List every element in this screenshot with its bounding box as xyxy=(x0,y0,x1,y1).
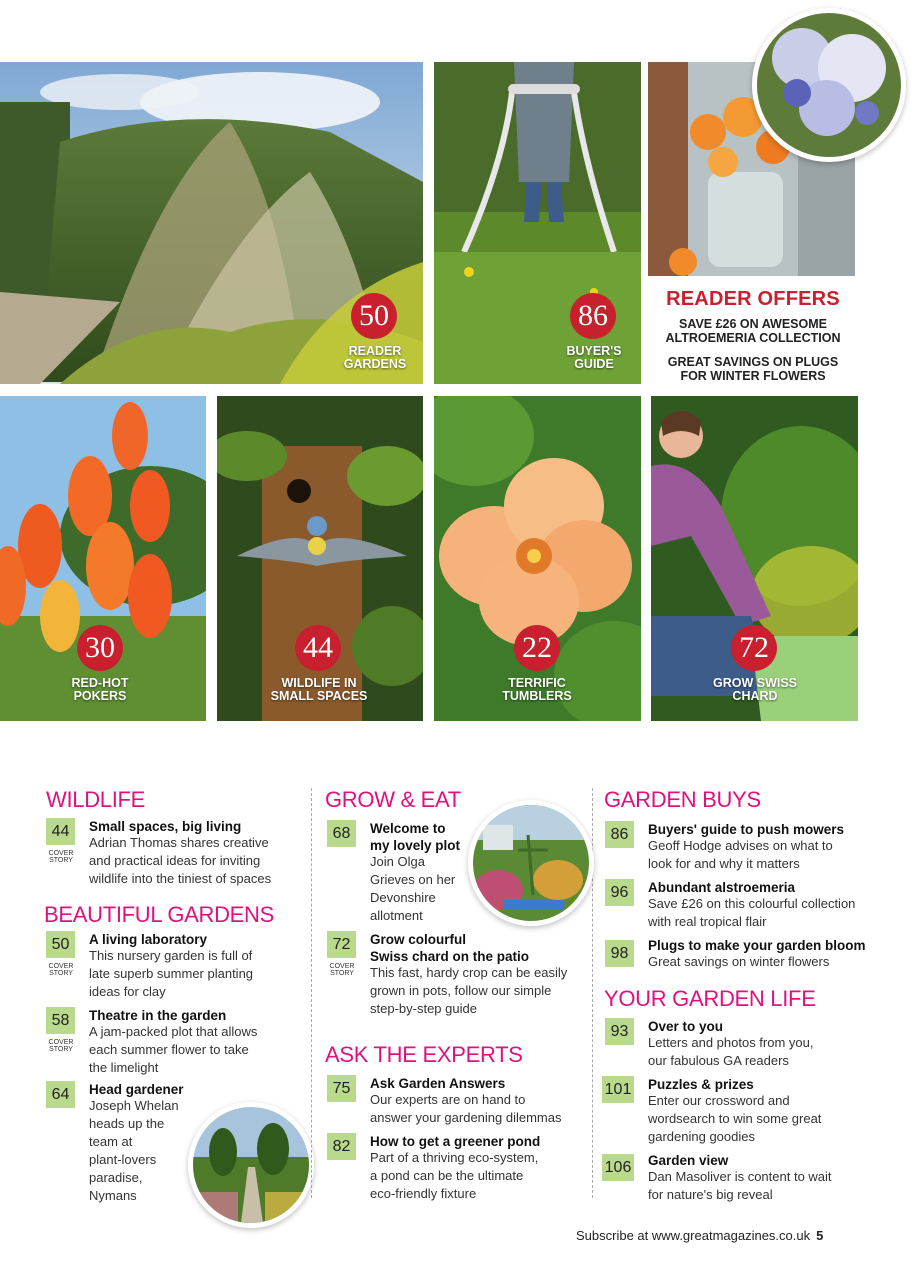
page-number: 58 xyxy=(46,1007,75,1034)
page-number: 64 xyxy=(46,1081,75,1108)
cover-story-label: COVER STORY xyxy=(48,963,74,977)
offer-winter-plugs[interactable]: GREAT SAVINGS ON PLUGS FOR WINTER FLOWERS xyxy=(667,355,839,383)
woman-swiss-chard-image xyxy=(651,396,858,721)
photo-wildlife xyxy=(217,396,423,721)
section-heading-your-garden-life: YOUR GARDEN LIFE xyxy=(604,986,816,1011)
entry-title: Theatre in the garden xyxy=(89,1008,227,1023)
page-number-badge: 50 xyxy=(351,293,397,339)
entry-description: Dan Masoliver is content to wait for nature's big reveal xyxy=(648,1169,832,1202)
subscribe-link[interactable]: Subscribe at www.greatmagazines.co.uk xyxy=(576,1228,811,1243)
entry-title: Plugs to make your garden bloom xyxy=(648,938,866,953)
contents-entry[interactable] xyxy=(605,879,880,934)
page-number: 101 xyxy=(602,1076,634,1103)
entry-description: Joseph Whelan heads up the team at plant-lovers paradise, Nymans xyxy=(89,1098,179,1203)
entry-description: Part of a thriving eco-system, a pond can be the ultimate eco-friendly fixture xyxy=(370,1150,539,1201)
contents-entry[interactable] xyxy=(602,1076,877,1148)
entry-title: Welcome to my lovely plot xyxy=(370,821,461,853)
page-number: 106 xyxy=(602,1154,634,1181)
page-number-badge: 30 xyxy=(77,625,123,671)
contents-entry[interactable] xyxy=(46,1081,196,1206)
page-number-badge: 44 xyxy=(295,625,341,671)
entry-description: Enter our crossword and wordsearch to win some great gardening goodies xyxy=(648,1093,822,1144)
page-number-badge: 22 xyxy=(514,625,560,671)
photo-caption: BUYER'S GUIDE xyxy=(566,344,622,371)
entry-description: Save £26 on this colourful collection with real tropical flair xyxy=(648,896,856,929)
column-divider xyxy=(311,788,312,1198)
page-number: 68 xyxy=(327,820,356,847)
reader-offers-panel xyxy=(648,288,858,383)
section-heading-garden-buys: GARDEN BUYS xyxy=(604,787,761,812)
page-number-badge: 86 xyxy=(570,293,616,339)
contents-entry[interactable] xyxy=(605,1018,875,1073)
photo-caption: WILDLIFE IN SMALL SPACES xyxy=(270,676,368,703)
nasturtium-image xyxy=(434,396,641,721)
red-hot-pokers-image xyxy=(0,396,206,721)
contents-entry[interactable] xyxy=(46,818,306,888)
photo-reader-gardens xyxy=(0,62,423,384)
entry-title: Abundant alstroemeria xyxy=(648,880,796,895)
reader-offers-title: READER OFFERS xyxy=(666,288,840,310)
page-number: 86 xyxy=(605,821,634,848)
blue-tit-birdbox-image xyxy=(217,396,423,721)
entry-description: This nursery garden is full of late superb summer planting ideas for clay xyxy=(89,948,254,999)
photo-tumblers xyxy=(434,396,641,721)
entry-description: A jam-packed plot that allows each summer flower to take the limelight xyxy=(89,1024,258,1075)
contents-entry[interactable] xyxy=(327,820,467,928)
section-heading-ask-the-experts: ASK THE EXPERTS xyxy=(325,1042,523,1067)
page-number: 93 xyxy=(605,1018,634,1045)
entry-description: Geoff Hodge advises on what to look for and why it matters xyxy=(648,838,833,871)
page-number-footer: 5 xyxy=(816,1228,824,1243)
photo-caption: GROW SWISS CHARD xyxy=(712,676,798,703)
entry-description: Our experts are on hand to answer your gardening dilemmas xyxy=(370,1092,562,1125)
photo-buyers-guide xyxy=(434,62,641,384)
contents-entry[interactable] xyxy=(46,931,306,1003)
contents-entry[interactable] xyxy=(602,1152,877,1207)
nymans-garden-circle-image xyxy=(188,1102,314,1228)
photo-caption: TERRIFIC TUMBLERS xyxy=(502,676,572,703)
entry-description: Letters and photos from you, our fabulous GA readers xyxy=(648,1035,814,1068)
allotment-circle-image xyxy=(468,800,594,926)
grasses-garden-image xyxy=(0,62,423,384)
page-number: 50 xyxy=(46,931,75,958)
entry-description: Join Olga Grieves on her Devonshire allotment xyxy=(370,854,456,923)
photo-caption: RED-HOT POKERS xyxy=(71,676,129,703)
push-mower-image xyxy=(434,62,641,384)
contents-entry[interactable] xyxy=(605,821,875,876)
cover-story-label: COVER STORY xyxy=(48,850,74,864)
entry-title: Head gardener xyxy=(89,1082,184,1097)
page-number-badge: 72 xyxy=(731,625,777,671)
cover-story-label: COVER STORY xyxy=(48,1039,74,1053)
photo-caption: READER GARDENS xyxy=(343,344,407,371)
cover-story-label: COVER STORY xyxy=(329,963,355,977)
page-number: 82 xyxy=(327,1133,356,1160)
contents-entry[interactable] xyxy=(605,937,880,977)
contents-entry[interactable] xyxy=(46,1007,306,1079)
page-number: 98 xyxy=(605,940,634,967)
section-heading-beautiful-gardens: BEAUTIFUL GARDENS xyxy=(44,902,275,927)
entry-description: Adrian Thomas shares creative and practical ideas for inviting wildlife into the tiniest of spaces xyxy=(89,835,272,886)
offer-altroemeria[interactable]: SAVE £26 ON AWESOME ALTROEMERIA COLLECTION xyxy=(665,317,841,345)
page-number: 75 xyxy=(327,1075,356,1102)
section-heading-wildlife: WILDLIFE xyxy=(46,787,146,812)
photo-swiss-chard xyxy=(651,396,858,721)
entry-title: A living laboratory xyxy=(89,932,208,947)
entry-description: Great savings on winter flowers xyxy=(648,954,830,969)
entry-title: Grow colourful Swiss chard on the patio xyxy=(370,932,530,964)
entry-title: Buyers' guide to push mowers xyxy=(648,822,844,837)
page-number: 44 xyxy=(46,818,75,845)
entry-title: Small spaces, big living xyxy=(89,819,242,834)
entry-title: Puzzles & prizes xyxy=(648,1077,754,1092)
section-heading-grow-and-eat: GROW & EAT xyxy=(325,787,461,812)
photo-red-hot-pokers xyxy=(0,396,206,721)
contents-entry[interactable] xyxy=(327,931,587,1021)
entry-title: Ask Garden Answers xyxy=(370,1076,506,1091)
contents-entry[interactable] xyxy=(327,1133,587,1205)
entry-title: How to get a greener pond xyxy=(370,1134,541,1149)
entry-title: Garden view xyxy=(648,1153,729,1168)
subscribe-footer xyxy=(576,1228,823,1243)
agapanthus-circle-image xyxy=(752,8,906,162)
entry-title: Over to you xyxy=(648,1019,724,1034)
page-number: 96 xyxy=(605,879,634,906)
page-number: 72 xyxy=(327,931,356,958)
contents-entry[interactable] xyxy=(327,1075,587,1130)
entry-description: This fast, hardy crop can be easily grown in pots, follow our simple step-by-step guide xyxy=(370,965,568,1016)
